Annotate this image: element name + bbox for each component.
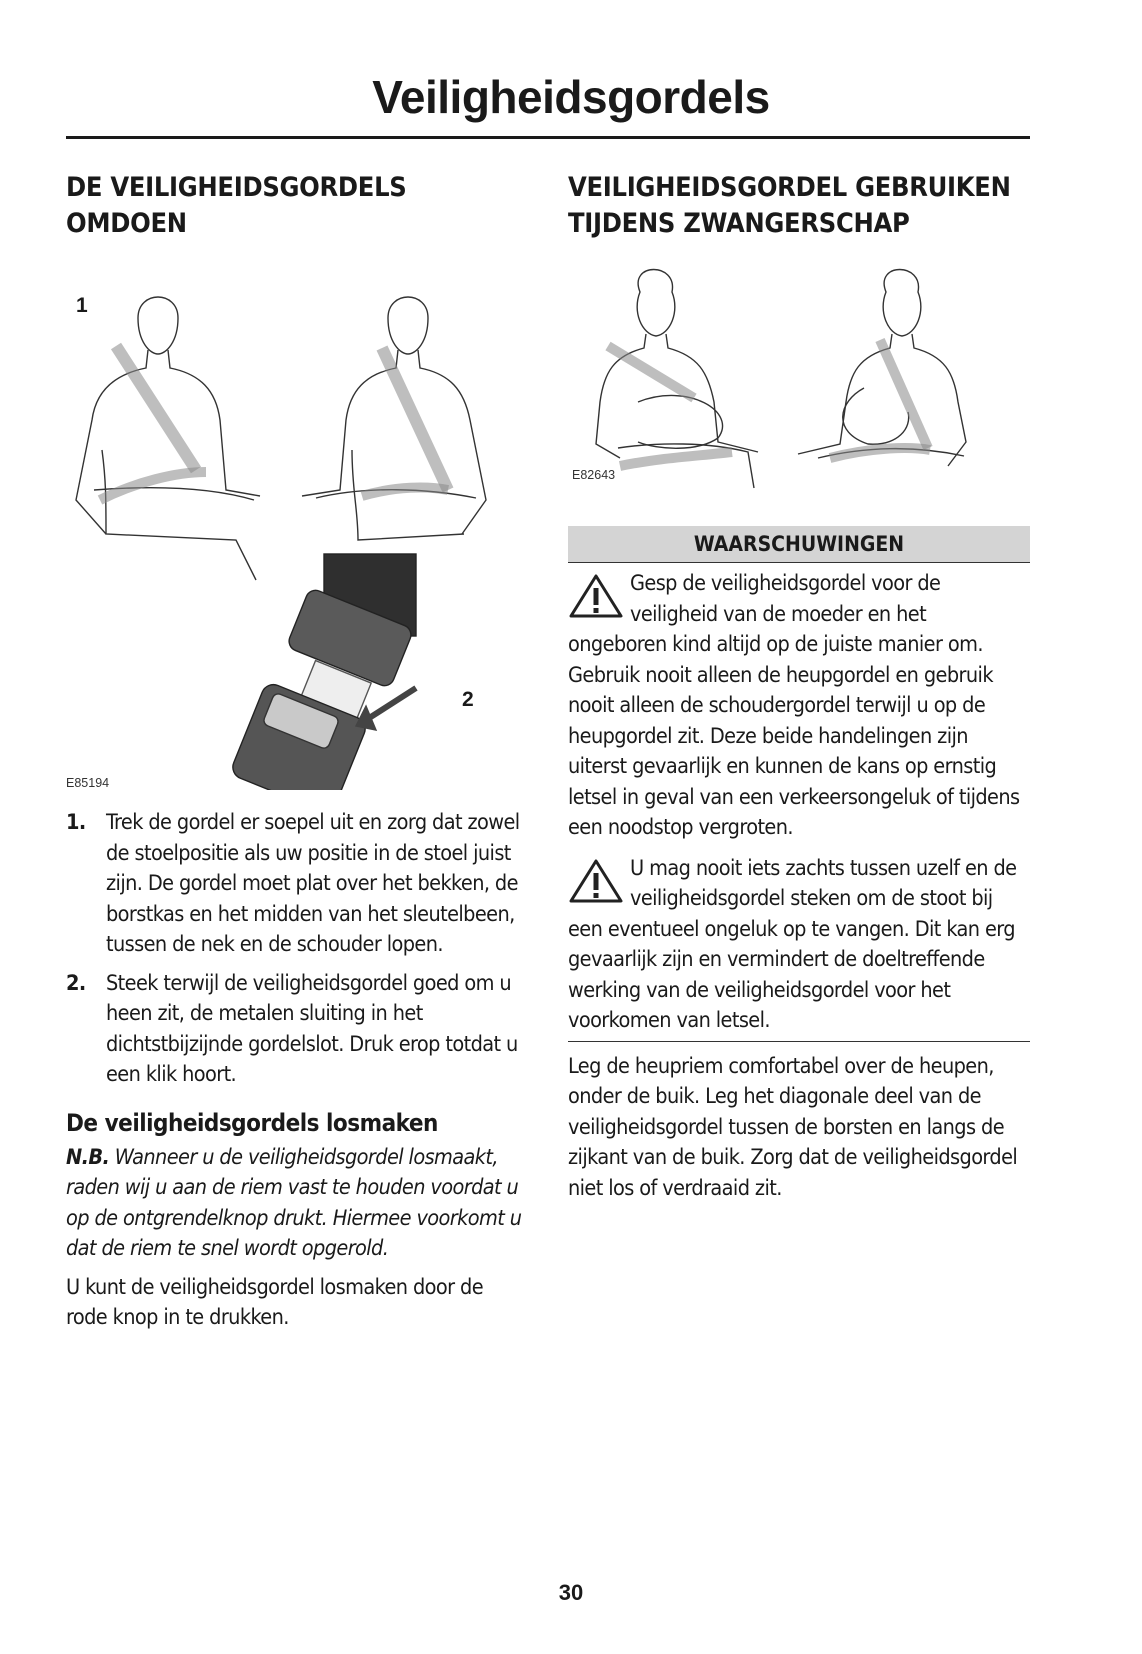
seatbelt-illustration [66,250,526,790]
pregnancy-illustration [568,252,1030,514]
figure-label-1: 1 [76,294,88,317]
step-item [66,969,526,1091]
section-heading-pregnancy [568,170,1030,242]
figure-code-pregnancy: E82643 [572,468,616,482]
warning-triangle-icon [568,858,624,904]
left-column [66,170,526,1334]
fastening-steps [66,808,526,1091]
release-text: U kunt de veiligheidsgordel losmaken door de rode knop in te drukken. [66,1274,484,1330]
step-text: Trek de gordel er soepel uit en zorg dat zowel de stoelpositie als uw positie in de stoel juist zijn. De gordel moet plat over het bekken, de borstkas en het midden van het sleutelbeen, tussen de nek en de schouder lopen. [106,810,520,957]
note-text: Wanneer u de veiligheidsgordel losmaakt, raden wij u aan de riem vast te houden voordat u op de ontgrendelknop drukt. Hiermee voorkomt u dat de riem te snel wordt opgerold. [66,1144,522,1261]
right-column [568,170,1030,1204]
warnings-title: WAARSCHUWINGEN [568,526,1030,563]
warning-item [568,848,1030,1041]
warning-triangle-icon [568,573,624,619]
note-prefix: N.B. [66,1144,110,1170]
page-number: 30 [558,1580,584,1605]
release-note [66,1143,526,1265]
warning-text: Gesp de veiligheidsgordel voor de veiligheid van de moeder en het ongeboren kind altijd op de juiste manier om. Gebruik nooit alleen de heupgordel en gebruik nooit alleen de schoudergordel terwijl u op de heupgordel zit. Deze beide handelingen zijn uiterst gevaarlijk en kunnen de kans op ernstig letsel in geval van een verkeersongeluk of tijdens een noodstop vergroten. [568,571,1020,840]
seatbelt-figure [66,250,526,790]
figure-label-2: 2 [462,688,474,711]
section-heading-line2: TIJDENS ZWANGERSCHAP [568,208,910,239]
pregnancy-body-text: Leg de heupriem comfortabel over de heupen, onder de buik. Leg het diagonale deel van de veiligheidsgordel tussen de borsten en langs de zijkant van de buik. Zorg dat de veiligheidsgordel niet los of verdraaid zit. [568,1053,1018,1201]
title-divider [66,136,1030,139]
figure-code: E85194 [66,776,110,790]
step-item [66,808,526,961]
step-text: Steek terwijl de veiligheidsgordel goed om u heen zit, de metalen sluiting in het dichtstbijzijnde gordelslot. Druk erop totdat u een klik hoort. [106,970,518,1087]
warning-text: U mag nooit iets zachts tussen uzelf en de veiligheidsgordel steken om de stoot bij een eventueel ongeluk op te vangen. Dit kan erg gevaarlijk zijn en vermindert de doeltreffende werking van de veiligheidsgordel voor het voorkomen van letsel. [568,855,1017,1033]
warning-item [568,563,1030,848]
subheading-release: De veiligheidsgordels losmaken [66,1108,438,1137]
step-number: 2. [66,970,86,996]
step-number: 1. [66,810,86,835]
pregnancy-figure [568,252,1030,514]
section-heading-line1: VEILIGHEIDSGORDEL GEBRUIKEN [568,172,1011,203]
warnings-box [568,526,1030,1042]
page-title: Veiligheidsgordels [372,71,770,123]
section-heading-fastening: DE VEILIGHEIDSGORDELS OMDOEN [66,172,407,239]
